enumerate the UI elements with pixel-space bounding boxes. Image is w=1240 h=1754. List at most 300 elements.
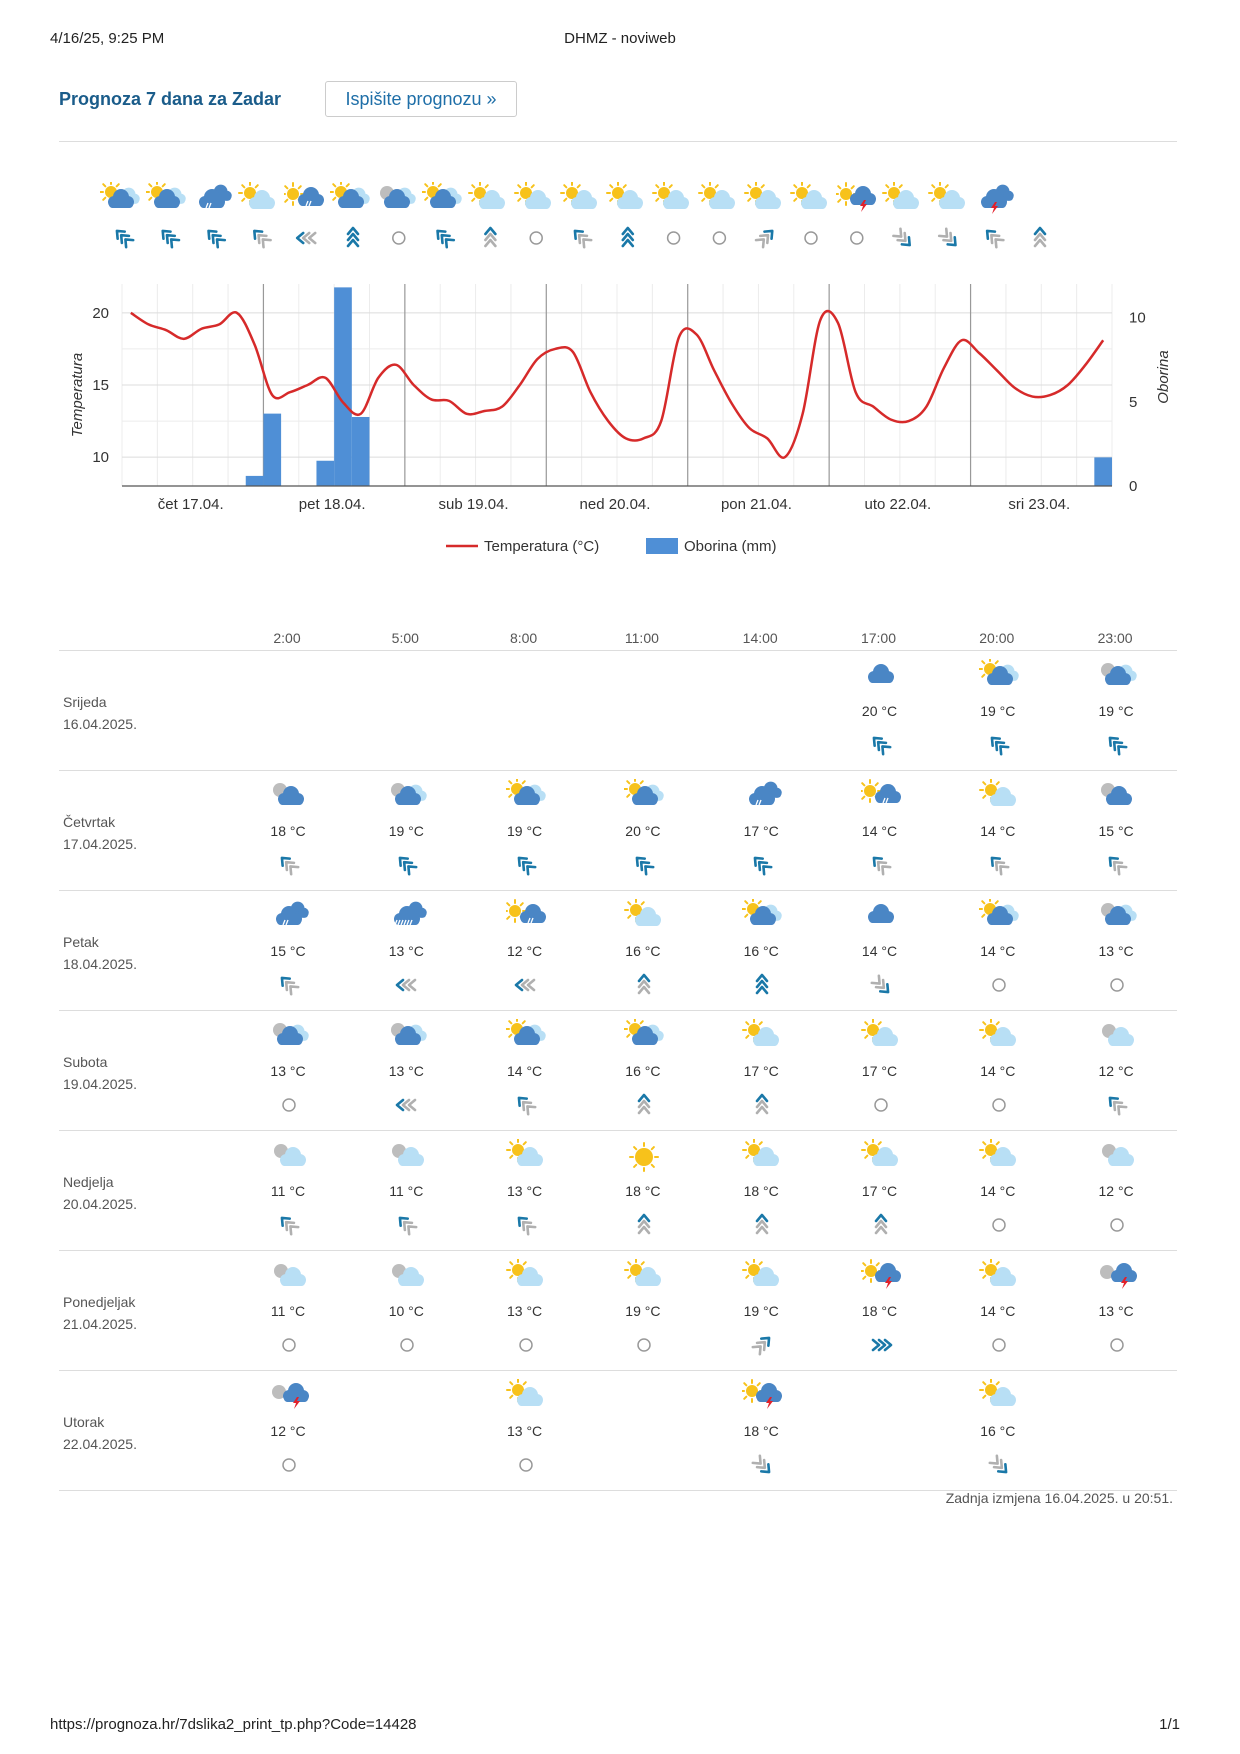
hour-label: 8:00 — [509, 630, 538, 646]
weather-icon — [506, 1139, 546, 1177]
temperature-value: 18 °C — [743, 1423, 779, 1439]
temperature-value: 13 °C — [1098, 943, 1134, 959]
weather-icon — [1097, 1019, 1137, 1057]
wind-icon — [750, 1093, 774, 1117]
forecast-cell — [229, 891, 347, 1010]
last-modified-note: Zadnja izmjena 16.04.2025. u 20:51. — [945, 1490, 1173, 1506]
temperature-value: 17 °C — [743, 1063, 779, 1079]
weather-icon — [979, 899, 1019, 937]
legend-temperature-label[interactable]: Temperatura (°C) — [484, 538, 600, 555]
weather-icon — [1097, 1259, 1137, 1297]
print-date: 4/16/25, 9:25 PM — [50, 30, 165, 47]
day-label — [63, 1051, 137, 1095]
temperature-value: 16 °C — [743, 943, 779, 959]
wind-icon — [1105, 1213, 1129, 1237]
temperature-value: 14 °C — [980, 1063, 1016, 1079]
temperature-value: 14 °C — [980, 823, 1016, 839]
weather-icon — [742, 1019, 782, 1057]
weather-icon — [1097, 899, 1137, 937]
weather-icon — [269, 1139, 309, 1177]
wind-icon — [987, 1093, 1011, 1117]
weather-icon — [269, 1259, 309, 1297]
strip-weather-icon — [282, 183, 324, 206]
forecast-cell — [1057, 891, 1175, 1010]
weather-icon — [624, 1259, 664, 1297]
x-tick-label: sri 23.04. — [1008, 496, 1071, 513]
wind-icon — [632, 1333, 656, 1357]
forecast-cell — [347, 1011, 465, 1130]
wind-icon — [750, 1213, 774, 1237]
strip-wind-icon — [571, 227, 591, 247]
forecast-cell — [229, 1131, 347, 1250]
temperature-value: 13 °C — [507, 1303, 543, 1319]
weather-icon — [506, 1259, 546, 1297]
day-date: 16.04.2025. — [63, 716, 137, 732]
hours-header — [59, 622, 1177, 651]
temperature-value: 11 °C — [389, 1183, 424, 1199]
day-date: 19.04.2025. — [63, 1076, 137, 1092]
forecast-cell — [821, 891, 939, 1010]
wind-icon — [869, 1213, 893, 1237]
x-tick-label: sub 19.04. — [438, 496, 509, 513]
temperature-value: 12 °C — [1098, 1063, 1134, 1079]
wind-icon — [987, 853, 1011, 877]
strip-weather-icon — [699, 182, 735, 209]
wind-icon — [869, 1333, 893, 1357]
y-right-tick: 10 — [1129, 309, 1146, 327]
day-row — [59, 1251, 1177, 1371]
wind-icon — [632, 973, 656, 997]
weather-icon — [861, 1019, 901, 1057]
weather-icon — [506, 779, 546, 817]
weather-icon — [1097, 1139, 1137, 1177]
temperature-value: 14 °C — [980, 1183, 1016, 1199]
forecast-cell — [584, 771, 702, 890]
precip-bar — [1094, 457, 1112, 486]
temperature-value: 19 °C — [980, 703, 1016, 719]
forecast-cell — [584, 891, 702, 1010]
forecast-cell — [347, 891, 465, 1010]
forecast-cell — [939, 1371, 1057, 1490]
weather-icon — [861, 779, 901, 817]
strip-weather-icon — [100, 181, 140, 208]
temperature-value: 14 °C — [861, 823, 898, 839]
weather-icon — [624, 779, 664, 817]
x-tick-label: čet 17.04. — [157, 496, 224, 513]
temperature-value: 13 °C — [1098, 1303, 1134, 1319]
forecast-cell — [1057, 771, 1175, 890]
forecast-cell — [821, 771, 939, 890]
weather-icon — [269, 1379, 309, 1417]
strip-weather-icon — [745, 182, 781, 209]
forecast-cell — [821, 1251, 939, 1370]
forecast-cell — [702, 1011, 820, 1130]
weather-icon — [979, 1379, 1019, 1417]
temperature-value: 15 °C — [270, 943, 306, 959]
forecast-cell — [821, 1131, 939, 1250]
strip-weather-icon — [929, 182, 965, 209]
day-name: Srijeda — [63, 694, 107, 710]
temperature-value: 15 °C — [1098, 823, 1134, 839]
day-label — [63, 691, 137, 735]
weather-icon — [1097, 659, 1137, 697]
strip-weather-icon — [883, 182, 919, 209]
weather-icon — [742, 1379, 782, 1417]
day-date: 20.04.2025. — [63, 1196, 137, 1212]
x-tick-label: pon 21.04. — [720, 496, 792, 513]
strip-wind-icon — [668, 232, 680, 244]
wind-icon — [277, 1093, 301, 1117]
weather-icon — [624, 1019, 664, 1057]
forecast-cell — [466, 771, 584, 890]
hour-label: 20:00 — [979, 630, 1015, 646]
forecast-cell — [939, 1011, 1057, 1130]
wind-icon — [277, 1453, 301, 1477]
x-tick-label: ned 20.04. — [579, 496, 651, 513]
temperature-value: 12 °C — [507, 943, 543, 959]
weather-icon — [387, 1139, 427, 1177]
temperature-value: 12 °C — [1098, 1183, 1134, 1199]
strip-wind-icon — [205, 227, 225, 247]
day-date: 18.04.2025. — [63, 956, 137, 972]
wind-icon — [750, 1453, 774, 1477]
weather-icon — [1097, 779, 1137, 817]
day-label — [63, 1171, 137, 1215]
wind-icon — [987, 973, 1011, 997]
temperature-value: 17 °C — [861, 1063, 898, 1079]
temperature-value: 13 °C — [270, 1063, 306, 1079]
weather-icon — [742, 899, 782, 937]
strip-wind-icon — [348, 228, 358, 246]
strip-wind-icon — [434, 227, 454, 247]
y-left-tick: 15 — [92, 377, 109, 394]
precip-bar — [246, 476, 264, 486]
strip-wind-icon — [713, 232, 725, 244]
forecast-cell — [702, 1371, 820, 1490]
weather-icon — [742, 1139, 782, 1177]
wind-icon — [1105, 1093, 1129, 1117]
weather-icon — [742, 1259, 782, 1297]
day-name: Petak — [63, 934, 99, 950]
x-tick-label: pet 18.04. — [298, 496, 366, 513]
forecast-cell — [584, 1011, 702, 1130]
weather-icon — [506, 899, 546, 937]
hour-label: 5:00 — [391, 630, 419, 646]
weather-icon — [979, 1139, 1019, 1177]
forecast-cell — [939, 1251, 1057, 1370]
temperature-value: 11 °C — [270, 1183, 306, 1199]
weather-icon — [624, 899, 664, 937]
wind-icon — [514, 1453, 538, 1477]
strip-wind-icon — [623, 228, 633, 246]
day-label — [63, 931, 137, 975]
temperature-value: 19 °C — [625, 1303, 661, 1319]
temperature-value: 16 °C — [980, 1423, 1016, 1439]
day-row — [59, 651, 1177, 771]
day-row — [59, 1371, 1177, 1491]
forecast-cell — [466, 1011, 584, 1130]
divider — [59, 141, 1177, 142]
strip-wind-icon — [530, 232, 542, 244]
strip-wind-icon — [251, 227, 271, 247]
wind-icon — [632, 1093, 656, 1117]
strip-wind-icon — [393, 232, 405, 244]
forecast-cell — [702, 1251, 820, 1370]
hour-label: 14:00 — [742, 630, 778, 646]
temperature-value: 13 °C — [388, 1063, 424, 1079]
hour-label: 2:00 — [273, 630, 301, 646]
temperature-value: 13 °C — [388, 943, 424, 959]
day-label — [63, 1291, 137, 1335]
precip-bar — [334, 287, 352, 486]
wind-icon — [395, 1333, 419, 1357]
y-right-tick: 5 — [1129, 393, 1138, 411]
strip-weather-icon — [330, 181, 370, 208]
weather-icon — [979, 659, 1019, 697]
wind-icon — [750, 973, 774, 997]
page-title: Prognoza 7 dana za Zadar — [59, 89, 282, 109]
temperature-value: 14 °C — [507, 1063, 543, 1079]
strip-wind-icon — [159, 227, 179, 247]
forecast-cell — [229, 1371, 347, 1490]
y-left-tick: 10 — [92, 449, 109, 467]
strip-weather-icon — [146, 181, 186, 208]
forecast-cell — [939, 1131, 1057, 1250]
forecast-cell — [466, 1371, 584, 1490]
weather-icon — [861, 899, 901, 937]
day-name: Četvrtak — [63, 814, 116, 830]
weather-icon — [387, 779, 427, 817]
forecast-cell — [1057, 651, 1175, 770]
weather-icon — [269, 779, 309, 817]
day-row — [59, 771, 1177, 891]
day-date: 17.04.2025. — [63, 836, 137, 852]
weather-icon — [861, 1139, 901, 1177]
y-left-label: Temperatura — [69, 352, 86, 438]
strip-weather-icon — [380, 186, 416, 208]
forecast-cell — [1057, 1131, 1175, 1250]
temperature-value: 19 °C — [388, 823, 424, 839]
hour-label: 17:00 — [860, 630, 897, 646]
strip-wind-icon — [805, 232, 817, 244]
strip-wind-icon — [113, 227, 133, 247]
weather-icon — [861, 659, 901, 697]
strip-wind-icon — [1035, 228, 1045, 246]
strip-weather-icon — [515, 182, 551, 209]
wind-icon — [1105, 1333, 1129, 1357]
day-name: Ponedjeljak — [63, 1294, 136, 1310]
temperature-value: 19 °C — [1098, 703, 1134, 719]
precip-bar — [352, 417, 370, 486]
wind-icon — [514, 1093, 538, 1117]
forecast-cell — [702, 891, 820, 1010]
temperature-value: 12 °C — [270, 1423, 306, 1439]
wind-icon — [869, 973, 893, 997]
weather-icon — [506, 1019, 546, 1057]
print-url: https://prognoza.hr/7dslika2_print_tp.php?Code=14428 — [50, 1716, 417, 1733]
weather-icon — [387, 1259, 427, 1297]
print-page-title: DHMZ - noviweb — [564, 30, 676, 47]
forecast-cell — [584, 1251, 702, 1370]
temperature-value: 19 °C — [743, 1303, 779, 1319]
strip-wind-icon — [851, 232, 863, 244]
weather-icon — [506, 1379, 546, 1417]
strip-weather-icon — [239, 182, 275, 209]
forecast-cell — [1057, 1011, 1175, 1130]
weather-icon — [624, 1139, 664, 1177]
wind-icon — [277, 1213, 301, 1237]
y-right-tick: 0 — [1129, 478, 1138, 495]
temperature-value: 19 °C — [507, 823, 543, 839]
day-name: Utorak — [63, 1414, 105, 1430]
precip-bar — [263, 414, 281, 486]
temperature-value: 16 °C — [625, 943, 661, 959]
strip-weather-icon — [422, 181, 462, 208]
day-row — [59, 1011, 1177, 1131]
temperature-value: 11 °C — [270, 1303, 306, 1319]
forecast-cell — [1057, 1251, 1175, 1370]
forecast-cell — [347, 1131, 465, 1250]
print-forecast-button[interactable]: Ispišite prognozu » — [325, 81, 517, 117]
precip-bar — [316, 461, 334, 486]
day-label — [63, 1411, 137, 1455]
wind-icon — [1105, 853, 1129, 877]
strip-wind-icon — [939, 229, 959, 249]
strip-weather-icon — [791, 182, 827, 209]
temperature-value: 10 °C — [388, 1303, 424, 1319]
wind-icon — [514, 853, 538, 877]
hour-label: 11:00 — [624, 630, 659, 646]
forecast-cell — [466, 1251, 584, 1370]
wind-icon — [277, 853, 301, 877]
page-number: 1/1 — [1159, 1716, 1180, 1733]
temperature-value: 14 °C — [980, 1303, 1016, 1319]
temperature-value: 20 °C — [625, 823, 661, 839]
y-left-tick: 20 — [92, 304, 109, 322]
wind-icon — [750, 1333, 774, 1357]
wind-icon — [1105, 973, 1129, 997]
forecast-rows — [59, 651, 1177, 1491]
forecast-cell — [229, 1011, 347, 1130]
forecast-cell — [347, 771, 465, 890]
temperature-value: 14 °C — [980, 943, 1016, 959]
wind-icon — [987, 1453, 1011, 1477]
day-label — [63, 811, 137, 855]
day-name: Subota — [63, 1054, 108, 1070]
weather-icon — [979, 779, 1019, 817]
temperature-value: 17 °C — [861, 1183, 898, 1199]
wind-icon — [1105, 733, 1129, 757]
wind-icon — [987, 1213, 1011, 1237]
weather-icon — [861, 1259, 901, 1297]
strip-weather-icon — [469, 182, 505, 209]
wind-icon — [987, 733, 1011, 757]
temperature-value: 13 °C — [507, 1423, 543, 1439]
strip-weather-icon — [981, 185, 1014, 214]
temperature-value: 17 °C — [743, 823, 779, 839]
temperature-value: 18 °C — [743, 1183, 779, 1199]
strip-wind-icon — [984, 227, 1004, 247]
legend-precip-label[interactable]: Oborina (mm) — [684, 538, 777, 555]
forecast-cell — [702, 771, 820, 890]
wind-icon — [632, 1213, 656, 1237]
day-name: Nedjelja — [63, 1174, 114, 1190]
day-date: 21.04.2025. — [63, 1316, 137, 1332]
strip-weather-icon — [607, 182, 643, 209]
x-tick-label: uto 22.04. — [864, 496, 932, 513]
wind-icon — [514, 1333, 538, 1357]
temperature-value: 20 °C — [861, 703, 898, 719]
forecast-cell — [939, 651, 1057, 770]
strip-weather-icon — [199, 185, 232, 208]
wind-icon — [869, 853, 893, 877]
weather-icon — [387, 899, 427, 937]
wind-icon — [277, 1333, 301, 1357]
y-right-label: Oborina — [1155, 350, 1172, 404]
forecast-cell — [584, 1131, 702, 1250]
forecast-cell — [939, 891, 1057, 1010]
forecast-cell — [466, 1131, 584, 1250]
forecast-cell — [939, 771, 1057, 890]
weather-icon — [742, 779, 782, 817]
wind-icon — [395, 853, 419, 877]
strip-wind-icon — [297, 233, 315, 243]
wind-icon — [277, 973, 301, 997]
wind-icon — [869, 1093, 893, 1117]
wind-icon — [869, 733, 893, 757]
strip-wind-icon — [485, 228, 495, 246]
weather-icon — [979, 1019, 1019, 1057]
forecast-cell — [229, 771, 347, 890]
temperature-value: 13 °C — [507, 1183, 543, 1199]
legend-precip-swatch[interactable] — [646, 538, 678, 554]
forecast-cell — [466, 891, 584, 1010]
weather-icon — [269, 899, 309, 937]
wind-icon — [632, 853, 656, 877]
wind-icon — [395, 1213, 419, 1237]
day-date: 22.04.2025. — [63, 1436, 137, 1452]
strip-weather-icon — [653, 182, 689, 209]
day-row — [59, 1131, 1177, 1251]
wind-icon — [395, 973, 419, 997]
forecast-table — [59, 622, 1177, 1491]
strip-weather-icon — [835, 183, 876, 212]
forecast-cell — [821, 651, 939, 770]
temperature-value: 18 °C — [861, 1303, 898, 1319]
temperature-value: 14 °C — [861, 943, 898, 959]
weather-icon — [387, 1019, 427, 1057]
temperature-value: 18 °C — [625, 1183, 661, 1199]
forecast-cell — [821, 1011, 939, 1130]
temperature-value: 16 °C — [625, 1063, 661, 1079]
wind-icon — [750, 853, 774, 877]
wind-icon — [514, 1213, 538, 1237]
forecast-cell — [347, 1251, 465, 1370]
temperature-value: 18 °C — [270, 823, 306, 839]
strip-wind-icon — [893, 229, 913, 249]
strip-wind-icon — [756, 227, 776, 247]
weather-icon — [269, 1019, 309, 1057]
forecast-chart — [0, 160, 1240, 570]
forecast-cell — [229, 1251, 347, 1370]
strip-weather-icon — [561, 182, 597, 209]
wind-icon — [514, 973, 538, 997]
wind-icon — [987, 1333, 1011, 1357]
forecast-cell — [702, 1131, 820, 1250]
wind-icon — [395, 1093, 419, 1117]
day-row — [59, 891, 1177, 1011]
weather-icon — [979, 1259, 1019, 1297]
